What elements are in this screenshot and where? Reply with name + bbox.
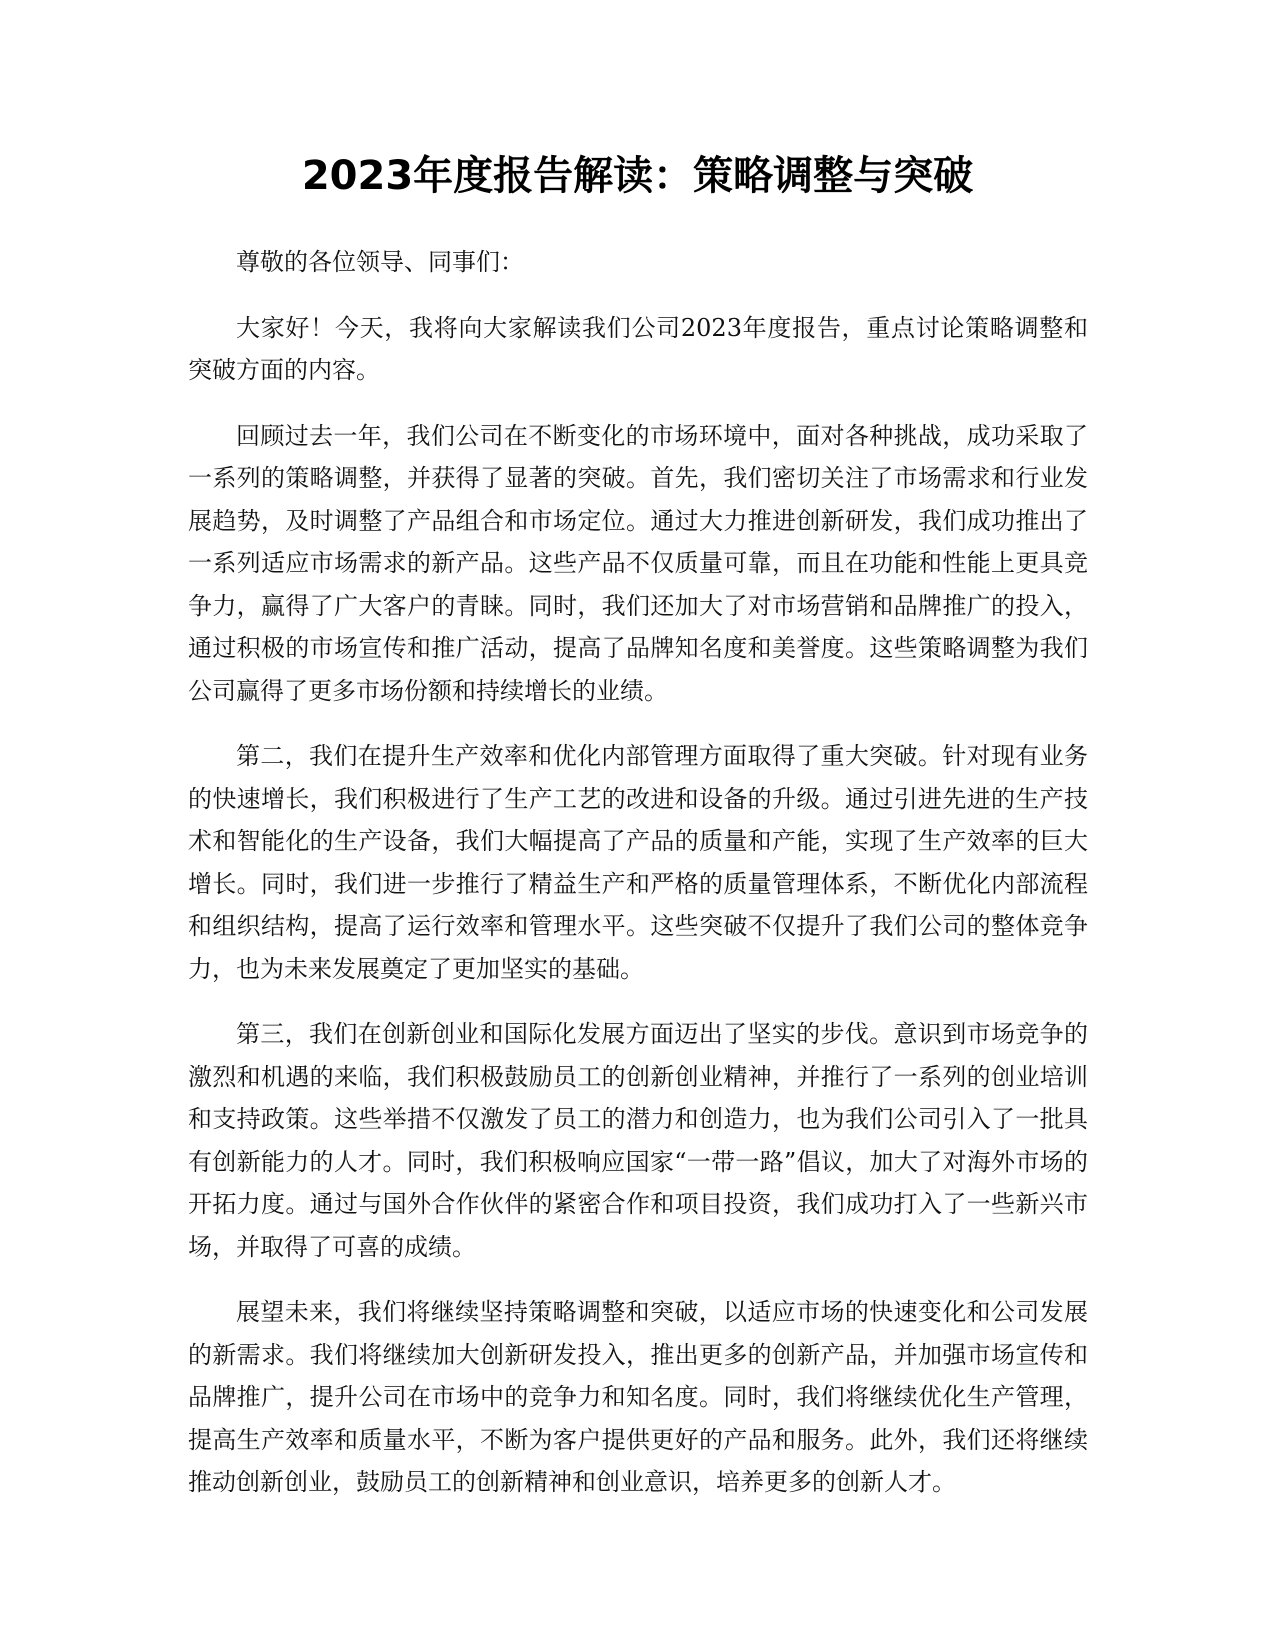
document-body (188, 241, 1088, 1527)
outlook-paragraph: 展望未来，我们将继续坚持策略调整和突破，以适应市场的快速变化和公司发展的新需求。我们将继续加大创新研发投入，推出更多的创新产品，并加强市场宣传和品牌推广，提升公司在市场中的竞争力和知名度。同时，我们将继续优化生产管理，提高生产效率和质量水平，不断为客户提供更好的产品和服务。此外，我们还将继续推动创新创业，鼓励员工的创新精神和创业意识，培养更多的创新人才。 (188, 1298, 1088, 1496)
document-title: 2023年度报告解读：策略调整与突破 (301, 153, 974, 199)
efficiency-paragraph: 第二，我们在提升生产效率和优化内部管理方面取得了重大突破。针对现有业务的快速增长，我们积极进行了生产工艺的改进和设备的升级。通过引进先进的生产技术和智能化的生产设备，我们大幅提高了产品的质量和产能，实现了生产效率的巨大增长。同时，我们进一步推行了精益生产和严格的质量管理体系，不断优化内部流程和组织结构，提高了运行效率和管理水平。这些突破不仅提升了我们公司的整体竞争力，也为未来发展奠定了更加坚实的基础。 (188, 742, 1088, 983)
review-paragraph: 回顾过去一年，我们公司在不断变化的市场环境中，面对各种挑战，成功采取了一系列的策略调整，并获得了显著的突破。首先，我们密切关注了市场需求和行业发展趋势，及时调整了产品组合和市场定位。通过大力推进创新研发，我们成功推出了一系列适应市场需求的新产品。这些产品不仅质量可靠，而且在功能和性能上更具竞争力，赢得了广大客户的青睐。同时，我们还加大了对市场营销和品牌推广的投入，通过积极的市场宣传和推广活动，提高了品牌知名度和美誉度。这些策略调整为我们公司赢得了更多市场份额和持续增长的业绩。 (188, 421, 1088, 705)
salutation-paragraph: 尊敬的各位领导、同事们： (236, 248, 524, 276)
innovation-paragraph: 第三，我们在创新创业和国际化发展方面迈出了坚实的步伐。意识到市场竞争的激烈和机遇的来临，我们积极鼓励员工的创新创业精神，并推行了一系列的创业培训和支持政策。这些举措不仅激发了员工的潜力和创造力，也为我们公司引入了一批具有创新能力的人才。同时，我们积极响应国家“一带一路”倡议，加大了对海外市场的开拓力度。通过与国外合作伙伴的紧密合作和项目投资，我们成功打入了一些新兴市场，并取得了可喜的成绩。 (188, 1020, 1088, 1261)
intro-paragraph: 大家好！今天，我将向大家解读我们公司2023年度报告，重点讨论策略调整和突破方面的内容。 (188, 313, 1088, 384)
